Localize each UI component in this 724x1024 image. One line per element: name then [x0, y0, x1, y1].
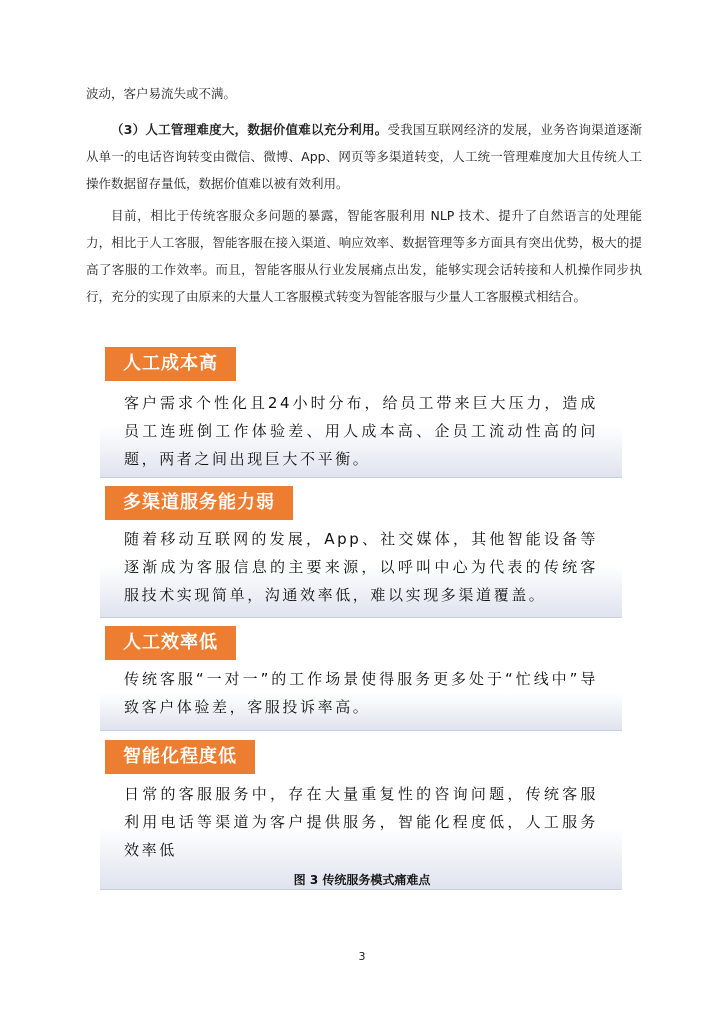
pain-point-title: 人工成本高 [105, 347, 236, 381]
figure-caption: 图 3 传统服务模式痛难点 [293, 873, 431, 887]
paragraph-heading: （3）人工管理难度大，数据价值难以充分利用。 [111, 122, 388, 137]
pain-point-card-body [100, 523, 622, 618]
paragraph-smart-service: 目前，相比于传统客服众多问题的暴露，智能客服利用 NLP 技术、提升了自然语言的处理能力，相比于人工客服，智能客服在接入渠道、响应效率、数据管理等多方面具有突出优势，极大的提高了客服的工作效率。而且，智能客服从行业发展痛点出发，能够实现会话转接和人机操作同步执行，充分的实现了由原来的大量人工客服模式转变为智能客服与少量人工客服模式相结合。 [86, 208, 642, 304]
pain-point-title: 人工效率低 [105, 626, 236, 660]
pain-point-title: 智能化程度低 [105, 740, 255, 774]
pain-point-text: 日常的客服服务中，存在大量重复性的咨询问题，传统客服利用电话等渠道为客户提供服务，智能化程度低，人工服务效率低 [124, 785, 598, 859]
page-number: 3 [358, 950, 366, 963]
pain-point-card-body [100, 663, 622, 731]
pain-point-text: 传统客服“一对一”的工作场景使得服务更多处于“忙线中”导致客户体验差，客服投诉率高。 [124, 670, 598, 716]
pain-point-text: 客户需求个性化且24小时分布，给员工带来巨大压力，造成员工连班倒工作体验差、用人成本高、企员工流动性高的问题，两者之间出现巨大不平衡。 [124, 394, 598, 468]
pain-point-card-body [100, 385, 622, 478]
pain-point-title: 多渠道服务能力弱 [105, 486, 293, 520]
pain-point-text: 随着移动互联网的发展，App、社交媒体，其他智能设备等逐渐成为客服信息的主要来源，以呼叫中心为代表的传统客服技术实现简单，沟通效率低，难以实现多渠道覆盖。 [124, 530, 598, 604]
paragraph-management-difficulty [86, 116, 642, 197]
paragraph-continued: 波动，客户易流失或不满。 [86, 86, 237, 101]
paragraph-body: 受我国互联网经济的发展，业务咨询渠道逐渐从单一的电话咨询转变由微信、微博、App、网页等多渠道转变，人工统一管理难度加大且传统人工操作数据留存量低，数据价值难以被有效利用。 [86, 122, 642, 191]
